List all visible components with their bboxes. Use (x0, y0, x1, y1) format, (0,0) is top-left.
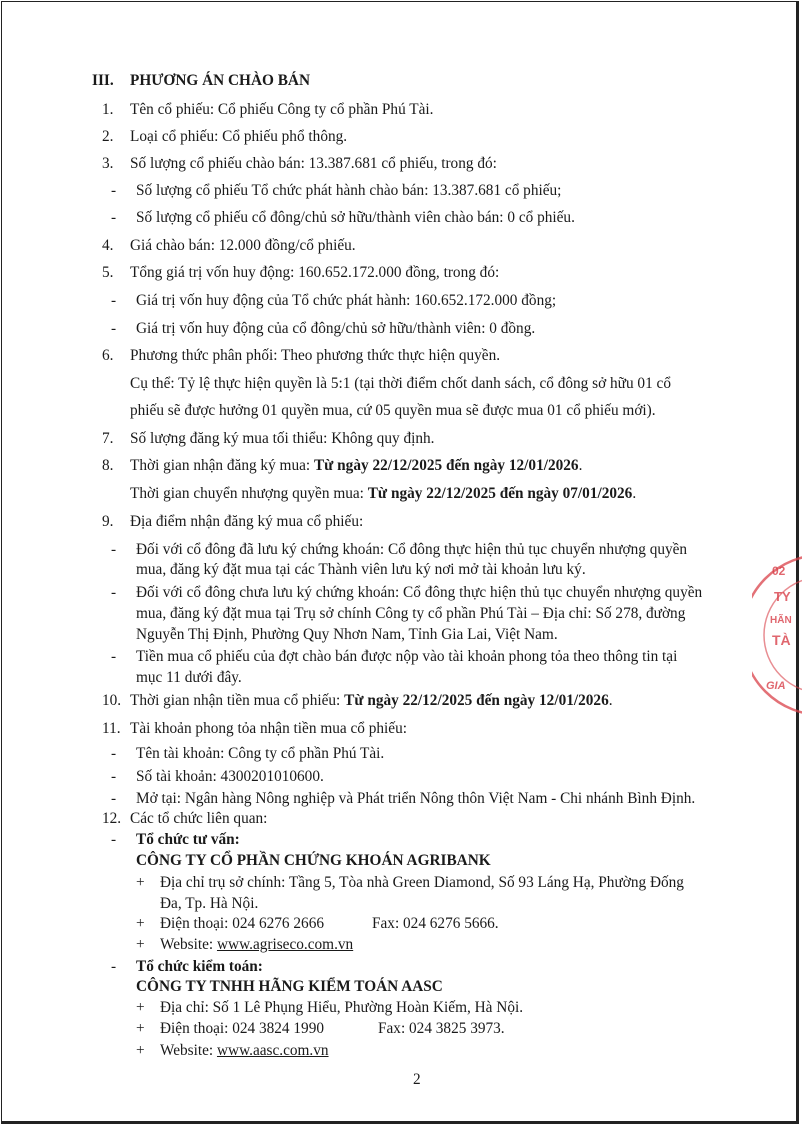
page-number: 2 (413, 1071, 421, 1088)
item-text: Số lượng cổ phiếu chào bán: 13.387.681 cổ phiếu, trong đó: (130, 155, 497, 172)
item-number: 2. (102, 128, 114, 145)
seal-text-5: GIA (766, 680, 786, 692)
item-text: mục 11 dưới đây. (136, 669, 242, 686)
item-text: Địa chỉ: Số 1 Lê Phụng Hiểu, Phường Hoàn Kiếm, Hà Nội. (160, 999, 524, 1016)
subheading-auditor: Tổ chức kiểm toán: (136, 958, 263, 975)
item-text: Giá trị vốn huy động của Tổ chức phát hành: 160.652.172.000 đồng; (136, 292, 557, 309)
item-text: Số tài khoản: 4300201010600. (136, 768, 324, 785)
company-name: CÔNG TY CỔ PHẦN CHỨNG KHOÁN AGRIBANK (136, 852, 491, 869)
item-text: Giá trị vốn huy động của cổ đông/chủ sở hữu/thành viên: 0 đồng. (136, 320, 536, 337)
item-text: Phương thức phân phối: Theo phương thức thực hiện quyền. (130, 347, 501, 364)
item-number: 11. (102, 720, 121, 737)
bullet-plus: + (136, 936, 145, 953)
item-text: mua, đăng ký đặt mua tại Trụ sở chính Công ty cổ phần Phú Tài – Địa chỉ: Số 278, đường (136, 605, 686, 622)
bullet-plus: + (136, 1042, 145, 1059)
item-text: Thời gian nhận tiền mua cổ phiếu: Từ ngày 22/12/2025 đến ngày 12/01/2026. (130, 692, 613, 709)
bullet-dash: - (111, 209, 117, 226)
fax-text: Fax: 024 6276 5666. (372, 915, 499, 932)
bullet-plus: + (136, 915, 145, 932)
website-link[interactable]: www.agriseco.com.vn (216, 936, 354, 953)
website-line: Website: www.aasc.com.vn (160, 1042, 329, 1059)
item-text: Đa, Tp. Hà Nội. (160, 895, 259, 912)
item-text: phiếu sẽ được hưởng 01 quyền mua, cứ 05 quyền mua sẽ được mua 01 cổ phiếu mới). (130, 402, 656, 419)
item-text: mua, đăng ký đặt mua tại các Thành viên lưu ký nơi mở tài khoản lưu ký. (136, 561, 586, 578)
seal-text-3: HÃN (770, 615, 792, 626)
item-number: 9. (102, 513, 114, 530)
seal-text-1: 02 (772, 564, 786, 578)
item-text: Địa điểm nhận đăng ký mua cổ phiếu: (130, 513, 364, 530)
subheading-consultant: Tổ chức tư vấn: (136, 831, 240, 848)
item-number: 1. (102, 101, 114, 118)
item-text: Số lượng đăng ký mua tối thiểu: Không quy định. (130, 430, 435, 447)
bullet-dash: - (111, 584, 117, 601)
bullet-dash: - (111, 958, 117, 975)
item-text: Tên tài khoản: Công ty cổ phần Phú Tài. (136, 745, 385, 762)
item-text: Loại cổ phiếu: Cổ phiếu phổ thông. (130, 128, 348, 145)
item-number: 7. (102, 430, 114, 447)
website-link[interactable]: www.aasc.com.vn (216, 1042, 329, 1059)
item-text: Đối với cổ đông đã lưu ký chứng khoán: Cổ đông thực hiện thủ tục chuyển nhượng quyền (136, 541, 688, 558)
item-text: Đối với cổ đông chưa lưu ký chứng khoán: Cổ đông thực hiện thủ tục chuyển nhượng quyền (136, 584, 703, 601)
bullet-dash: - (111, 648, 117, 665)
item-number: 6. (102, 347, 114, 364)
seal-text-2: TY (774, 589, 791, 604)
item-text: Số lượng cổ phiếu cổ đông/chủ sở hữu/thành viên chào bán: 0 cổ phiếu. (136, 209, 575, 226)
company-seal (752, 545, 802, 725)
bullet-dash: - (111, 182, 117, 199)
item-text: Số lượng cổ phiếu Tổ chức phát hành chào bán: 13.387.681 cổ phiếu; (136, 182, 562, 199)
item-text: Các tổ chức liên quan: (130, 810, 268, 827)
bullet-dash: - (111, 320, 117, 337)
bullet-dash: - (111, 541, 117, 558)
item-number: 10. (102, 692, 122, 709)
item-number: 3. (102, 155, 114, 172)
item-text: Tên cổ phiếu: Cổ phiếu Công ty cổ phần Phú Tài. (130, 101, 434, 118)
item-number: 5. (102, 264, 114, 281)
item-number: 12. (102, 810, 122, 827)
bullet-plus: + (136, 1020, 145, 1037)
fax-text: Fax: 024 3825 3973. (378, 1020, 505, 1037)
item-number: 8. (102, 457, 114, 474)
phone-text: Điện thoại: 024 6276 2666 (160, 915, 325, 932)
bullet-dash: - (111, 745, 117, 762)
item-text: Thời gian chuyển nhượng quyền mua: Từ ngày 22/12/2025 đến ngày 07/01/2026. (130, 485, 637, 502)
bullet-dash: - (111, 831, 117, 848)
phone-text: Điện thoại: 024 3824 1990 (160, 1020, 325, 1037)
bullet-dash: - (111, 790, 117, 807)
item-text: Tiền mua cổ phiếu của đợt chào bán được nộp vào tài khoản phong tỏa theo thông tin tại (136, 648, 678, 665)
bullet-dash: - (111, 768, 117, 785)
item-number: 4. (102, 237, 114, 254)
seal-text-4: TÀ (772, 632, 791, 648)
item-text: Tài khoản phong tỏa nhận tiền mua cổ phiếu: (130, 720, 407, 737)
item-text: Mở tại: Ngân hàng Nông nghiệp và Phát triển Nông thôn Việt Nam - Chi nhánh Bình Định. (136, 790, 696, 807)
company-name: CÔNG TY TNHH HÃNG KIỂM TOÁN AASC (136, 978, 443, 995)
item-text: Cụ thể: Tỷ lệ thực hiện quyền là 5:1 (tại thời điểm chốt danh sách, cổ đông sở hữu 01 cổ (130, 375, 671, 392)
item-text: Địa chỉ trụ sở chính: Tầng 5, Tòa nhà Green Diamond, Số 93 Láng Hạ, Phường Đống (160, 874, 684, 891)
section-number: III. (92, 72, 114, 89)
item-text: Tổng giá trị vốn huy động: 160.652.172.000 đồng, trong đó: (130, 264, 500, 281)
bullet-plus: + (136, 874, 145, 891)
bullet-plus: + (136, 999, 145, 1016)
website-line: Website: www.agriseco.com.vn (160, 936, 354, 953)
bullet-dash: - (111, 292, 117, 309)
item-text: Giá chào bán: 12.000 đồng/cổ phiếu. (130, 237, 356, 254)
section-title: PHƯƠNG ÁN CHÀO BÁN (130, 72, 311, 89)
item-text: Nguyễn Thị Định, Phường Quy Nhơn Nam, Tỉnh Gia Lai, Việt Nam. (136, 626, 558, 643)
item-text: Thời gian nhận đăng ký mua: Từ ngày 22/12/2025 đến ngày 12/01/2026. (130, 457, 583, 474)
